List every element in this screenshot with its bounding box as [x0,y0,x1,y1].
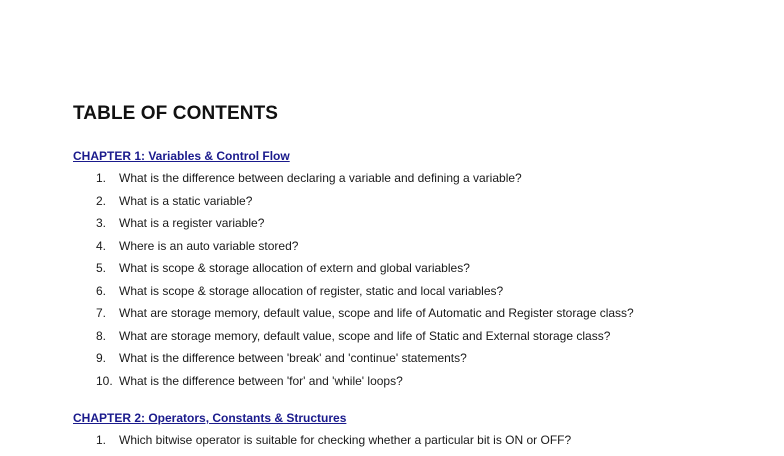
item-text: Which bitwise operator is suitable for checking whether a particular bit is ON or OFF? [119,433,572,447]
item-number: 2. [96,193,107,208]
item-number: 1. [96,171,107,185]
item-number: 10. [96,373,113,388]
item-text: What are storage memory, default value, scope and life of Static and External storage class? [119,328,611,343]
item-number: 8. [96,328,107,343]
item-text: What is a static variable? [119,193,253,208]
item-number: 5. [96,261,107,275]
item-number: 1. [96,433,107,447]
item-text: What is the difference between 'break' and 'continue' statements? [119,351,467,365]
item-number: 4. [96,238,107,253]
item-text: What is a register variable? [119,216,265,230]
item-text: What is the difference between declaring a variable and defining a variable? [119,171,522,185]
chapter-1-link[interactable]: CHAPTER 1: Variables & Control Flow [73,149,290,163]
item-number: 7. [96,306,107,320]
item-number: 9. [96,351,107,365]
chapter-2-link[interactable]: CHAPTER 2: Operators, Constants & Structures [73,411,347,425]
item-number: 3. [96,216,107,230]
item-text: What is scope & storage allocation of extern and global variables? [119,261,470,275]
item-text: What is scope & storage allocation of register, static and local variables? [119,283,504,298]
page-title: TABLE OF CONTENTS [73,103,279,124]
item-text: What is the difference between 'for' and 'while' loops? [119,373,403,388]
item-text: What are storage memory, default value, scope and life of Automatic and Register storage class? [119,306,634,320]
item-text: Where is an auto variable stored? [119,238,299,253]
item-number: 6. [96,283,107,298]
